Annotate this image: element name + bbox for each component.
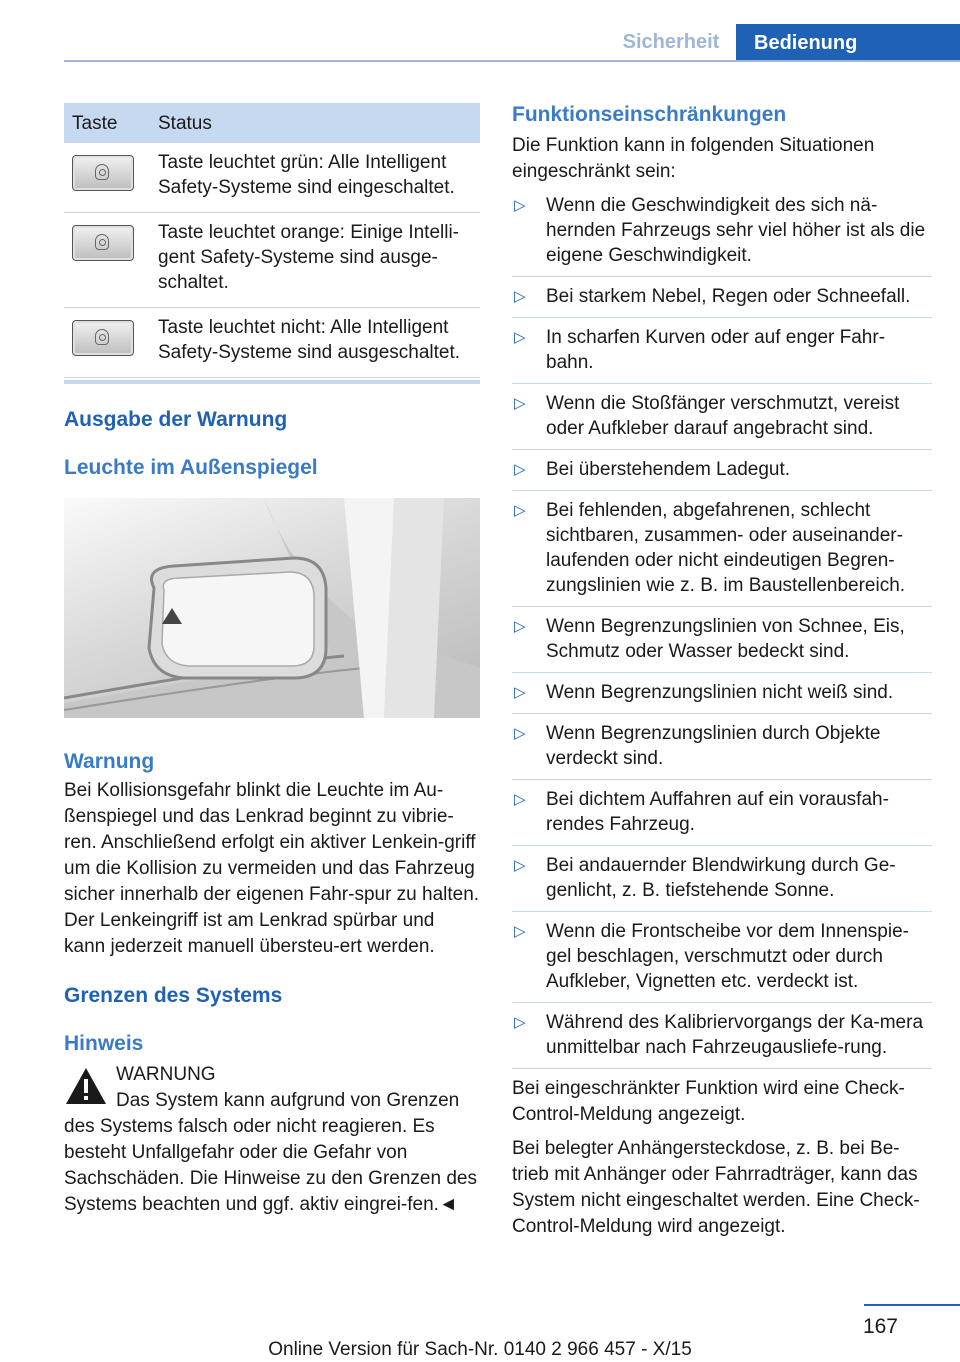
status-table <box>64 103 480 378</box>
list-item <box>512 457 932 491</box>
bullet-triangle-icon: ▷ <box>514 618 526 635</box>
list-item <box>512 614 932 673</box>
warning-text <box>64 1088 480 1218</box>
bullet-triangle-icon: ▷ <box>514 288 526 305</box>
list-item-text: Bei andauernder Blendwirkung durch Ge-genlicht, z. B. tiefstehende Sonne. <box>546 855 896 901</box>
warning-triangle-icon <box>64 1066 108 1106</box>
table-header-taste: Taste <box>64 103 150 143</box>
status-cell: Taste leuchtet grün: Alle Intelligent Safety-Systeme sind eingeschaltet. <box>150 143 480 213</box>
warning-label: WARNUNG <box>116 1064 216 1085</box>
heading-grenzen: Grenzen des Systems <box>64 984 283 1007</box>
bullet-triangle-icon: ▷ <box>514 502 526 519</box>
bullet-triangle-icon: ▷ <box>514 857 526 874</box>
list-item <box>512 498 932 607</box>
bullet-triangle-icon: ▷ <box>514 197 526 214</box>
list-item-text: Wenn Begrenzungslinien nicht weiß sind. <box>546 682 894 703</box>
limitation-list <box>512 193 932 1069</box>
status-cell: Taste leuchtet orange: Einige Intelli-gent Safety-Systeme sind ausge-schaltet. <box>150 213 480 308</box>
left-column <box>64 103 480 1218</box>
list-item <box>512 325 932 384</box>
footer-rule <box>864 1304 960 1306</box>
list-item-text: Wenn Begrenzungslinien durch Objekte verdeckt sind. <box>546 723 881 769</box>
paragraph-check-control: Bei eingeschränkter Funktion wird eine Check-Control-Meldung angezeigt. <box>512 1078 905 1125</box>
intelligent-safety-key-icon <box>72 225 134 261</box>
bullet-triangle-icon: ▷ <box>514 329 526 346</box>
bullet-triangle-icon: ▷ <box>514 923 526 940</box>
table-row <box>64 308 480 378</box>
list-item-text: Wenn die Geschwindigkeit des sich nä-hernden Fahrzeugs sehr viel höher ist als die eigene Geschwindigkeit. <box>546 195 926 266</box>
list-item-text: Wenn die Stoßfänger verschmutzt, vereist oder Aufkleber darauf angebracht sind. <box>546 393 900 439</box>
list-item-text: Wenn die Frontscheibe vor dem Innenspie-gel beschlagen, verschmutzt oder durch Aufkleber, Vignetten etc. verdeckt ist. <box>546 921 909 992</box>
bullet-triangle-icon: ▷ <box>514 1014 526 1031</box>
mirror-illustration <box>64 498 480 718</box>
tab-bedienung[interactable]: Bedienung <box>736 24 960 62</box>
heading-hinweis: Hinweis <box>64 1032 144 1055</box>
list-item <box>512 853 932 912</box>
warning-block <box>64 1062 480 1088</box>
right-column <box>512 103 932 1240</box>
intro-text: Die Funktion kann in folgenden Situationen eingeschränkt sein: <box>512 135 875 182</box>
heading-ausgabe: Ausgabe der Warnung <box>64 408 288 431</box>
list-item <box>512 284 932 318</box>
bullet-triangle-icon: ▷ <box>514 725 526 742</box>
bullet-triangle-icon: ▷ <box>514 684 526 701</box>
table-row <box>64 143 480 213</box>
intelligent-safety-key-icon <box>72 155 134 191</box>
list-item <box>512 787 932 846</box>
list-item <box>512 680 932 714</box>
list-item-text: Bei fehlenden, abgefahrenen, schlecht sichtbaren, zusammen- oder auseinander-laufenden oder nicht eindeutigen Begren-zungslinien wie z. B. im Baustellenbereich. <box>546 500 906 596</box>
list-item-text: Bei überstehendem Ladegut. <box>546 459 791 480</box>
table-bottom-rule <box>64 380 480 384</box>
list-item <box>512 1010 932 1069</box>
bullet-triangle-icon: ▷ <box>514 395 526 412</box>
table-row <box>64 213 480 308</box>
footer-text: Online Version für Sach-Nr. 0140 2 966 457 - X/15 <box>268 1339 692 1360</box>
list-item-text: In scharfen Kurven oder auf enger Fahr-bahn. <box>546 327 886 373</box>
bullet-triangle-icon: ▷ <box>514 461 526 478</box>
list-item <box>512 919 932 1003</box>
list-item <box>512 193 932 277</box>
list-item-text: Wenn Begrenzungslinien von Schnee, Eis, Schmutz oder Wasser bedeckt sind. <box>546 616 905 662</box>
table-header-status: Status <box>150 103 480 143</box>
side-mirror-icon <box>64 498 480 718</box>
list-item <box>512 721 932 780</box>
list-item-text: Während des Kalibriervorgangs der Ka-mera unmittelbar nach Fahrzeugausliefe-rung. <box>546 1012 924 1058</box>
paragraph-warnung: Bei Kollisionsgefahr blinkt die Leuchte im Au-ßenspiegel und das Lenkrad beginnt zu vibrie-ren. Anschließend erfolgt ein aktiver Lenkein-griff um die Kollision zu vermeiden und das Fahrzeug sicher innerhalb der eigenen Fahr-spur zu halten. Der Lenkeingriff ist am Lenkrad spürbar und kann jederzeit manuell übersteu-ert werden. <box>64 780 480 957</box>
heading-leuchte: Leuchte im Außenspiegel <box>64 456 318 479</box>
heading-warnung: Warnung <box>64 750 155 773</box>
warning-text-content: Das System kann aufgrund von Grenzen des Systems falsch oder nicht reagieren. Es besteht Unfallgefahr oder die Gefahr von Sachschäden. Die Hinweise zu den Grenzen des Systems beachten und ggf. aktiv eingrei-fen.◄ <box>64 1090 477 1215</box>
list-item <box>512 391 932 450</box>
header-divider <box>64 60 960 62</box>
paragraph-anhaenger: Bei belegter Anhängersteckdose, z. B. bei Be-trieb mit Anhänger oder Fahrradträger, kann das System nicht eingeschaltet werden. Eine Check-Control-Meldung wird angezeigt. <box>512 1138 920 1237</box>
list-item-text: Bei starkem Nebel, Regen oder Schneefall. <box>546 286 911 307</box>
page-number: 167 <box>862 1315 898 1338</box>
bullet-triangle-icon: ▷ <box>514 791 526 808</box>
tab-sicherheit[interactable]: Sicherheit <box>622 31 720 53</box>
status-cell: Taste leuchtet nicht: Alle Intelligent Safety-Systeme sind ausgeschaltet. <box>150 308 480 378</box>
list-item-text: Bei dichtem Auffahren auf ein vorausfah-rendes Fahrzeug. <box>546 789 889 835</box>
intelligent-safety-key-icon <box>72 320 134 356</box>
heading-funktion: Funktionseinschränkungen <box>512 103 787 126</box>
